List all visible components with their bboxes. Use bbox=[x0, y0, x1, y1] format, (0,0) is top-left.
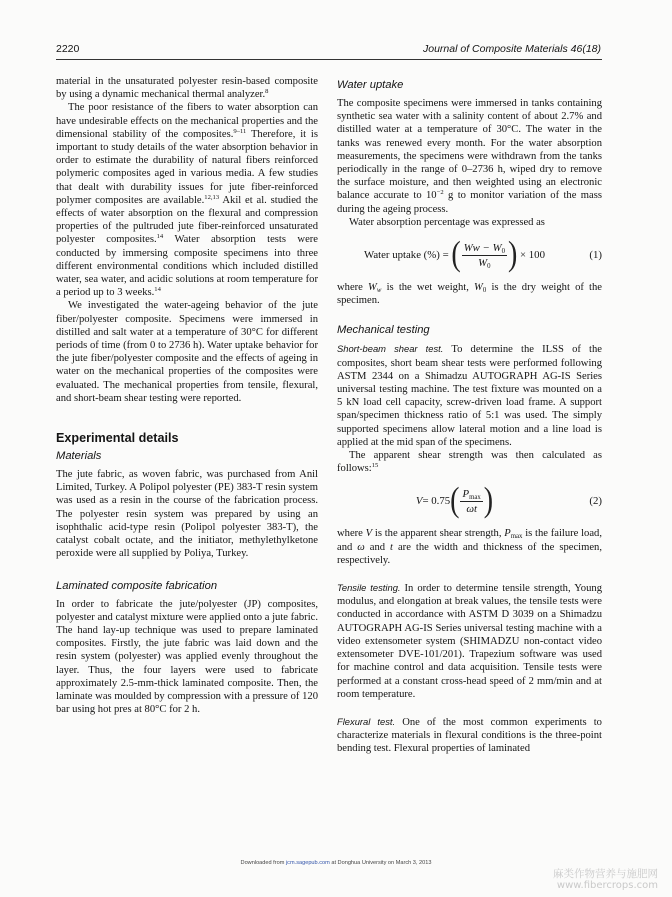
subsection-heading-laminated: Laminated composite fabrication bbox=[56, 579, 218, 592]
intro-paragraph-3: We investigated the water-ageing behavior of the jute fiber/polyester composite. Specimens were immersed in distilled and salt water at a temperature of 30°C for different periods of time (from 0 to 2736 h). Water uptake behavior for the jute fiber/polyester composite and the effects of ageing in water on the mechanical properties of the composites were evaluated. The mechanical properties from tensile, flexural, and short-beam shear testing were reported. bbox=[56, 300, 318, 404]
materials-paragraph: The jute fabric, as woven fabric, was purchased from Anil Limited, Turkey. A Polipol polyester (PE) 383-T resin system was used as a resin in the course of the fabrication process. The polyester resin system was prepared by using an isophthalic acid-type resin (Polipol polyester 383-T), the catalyst cobalt octate, and the initiator, methylethylketone peroxide were all supplied by Poliya, Turkey. bbox=[56, 469, 318, 560]
citation-ref[interactable]: 14 bbox=[156, 233, 164, 241]
equation-2-number: (2) bbox=[589, 495, 602, 508]
watermark-cn: 麻类作物营养与施肥网 bbox=[553, 868, 658, 880]
intro-paragraph-1: material in the unsaturated polyester resin-based composite by using a dynamic mechanical thermal analyzer.$^8$ bbox=[56, 76, 318, 101]
equation-1-fraction: $\frac{Ww - W_0}{W_0}$ bbox=[463, 241, 505, 270]
shear-strength-intro: The apparent shear strength was then calculated as follows:$^{15}$ bbox=[337, 450, 602, 475]
equation-2-where: where V is the apparent shear strength, $P_{max}$ is the failure load, and ω and t are the width and thickness of the specimen, respectively. bbox=[337, 528, 603, 566]
equation-2-fraction: $\frac{P_{max}}{\omega t}$ bbox=[462, 487, 481, 515]
running-header bbox=[56, 43, 601, 57]
equation-1: Water uptake (%) = ( $\frac{Ww - W_0}{W_0}$ ) × 100 (1) bbox=[364, 235, 602, 274]
tensile-paragraph: Tensile testing. In order to determine tensile strength, Young modulus, and elongation at break values, the tensile tests were conducted in accordance with ASTM D 3039 on a Shimadzu AUTOGRAPH AG-IS Series universal testing machine with a video extensometer system (SHIMADZU non-contact video extensometer DVE-101/201). Trapezium software was used for machine control and data acquisition. Tensile tests were performed at a constant cross-head speed of 2 mm/min and at room temperature. bbox=[337, 582, 602, 700]
left-column bbox=[56, 75, 318, 716]
journal-citation: Journal of Composite Materials 46(18) bbox=[423, 43, 601, 55]
footer-link[interactable]: jcm.sagepub.com bbox=[285, 860, 330, 866]
page-number: 2220 bbox=[56, 43, 80, 55]
equation-1-where: where $W_w$ is the wet weight, $W_0$ is the dry weight of the specimen. bbox=[337, 282, 603, 307]
intro-paragraph-2: The poor resistance of the fibers to water absorption can have undesirable effects on the mechanical properties and the dimensional stability of the composites.$^{9-11}$ Therefore, it is important to study details of the water absorption behavior in order to estimate the durability of natural fibers reinforced polymeric composites aged in various media. A few studies that dealt with durability issues for jute fiber-reinforced polymer composites are available.$^{12,13}$ Akil et al. studied the effects of water absorption on the flexural and compression properties of the pultruded jute fiber-reinforced unsaturated polyester composites.$^{14}$ Water absorption tests were conducted by immersing composite specimens into three different environmental conditions which included distilled water, sea water, and acidic solutions at room temperature for a period up to 3 weeks.$^{14}$ bbox=[56, 102, 318, 299]
water-uptake-paragraph: The composite specimens were immersed in tanks containing synthetic sea water with a salinity content of about 2.7% and distilled water at a temperature of 30°C. The water in the tanks was renewed every month. For the water absorption measurements, the specimens were withdrawn from the tanks periodically in the range of 0–2736 h, wiped dry to remove the surface moisture, and then weighted using an electronic balance accurate to $10^{-2}$ g to monitor variation of the mass during the ageing process. bbox=[337, 98, 602, 215]
watermark-url: www.fibercrops.com bbox=[556, 880, 658, 891]
subsection-heading-materials: Materials bbox=[56, 450, 102, 463]
flexural-paragraph: Flexural test. One of the most common experiments to characterize materials in flexural conditions is the three-point bending test. Flexural properties of laminated bbox=[337, 715, 602, 755]
subsection-heading-mechanical: Mechanical testing bbox=[337, 324, 430, 337]
citation-ref[interactable]: 9–11 bbox=[233, 127, 247, 135]
section-heading-experimental: Experimental details bbox=[56, 431, 179, 446]
laminated-paragraph: In order to fabricate the jute/polyester (JP) composites, polyester and catalyst mixture were applied onto a jute fabric. The hand lay-up technique was used to prepare laminated composites. Firstly, the jute fabric was laid down and the resin system (polyester) was applied evenly throughout the layer. Thus, the four layers were used to fabricate approximately 2.5-mm-thick laminated composite. Then, the laminate was moulded by compression with a pressure of 120 bar using hot pres at 80°C for 2 h. bbox=[56, 598, 318, 716]
citation-ref[interactable]: 14 bbox=[154, 286, 161, 294]
right-column bbox=[337, 78, 602, 756]
citation-ref[interactable]: 8 bbox=[265, 88, 269, 96]
citation-ref[interactable]: 12,13 bbox=[204, 193, 220, 201]
subsection-heading-water-uptake: Water uptake bbox=[337, 79, 404, 91]
short-beam-paragraph: Short-beam shear test. To determine the ILSS of the composites, short beam shear tests were performed following ASTM 2344 on a Shimadzu AUTOGRAPH AG-IS Series universal testing machine. The test fixture was mounted on a 5 kN load cell capacity, screw-driven load frame. A support span/specimen thickness ratio of 5:1 was used. The simply supported specimens allow lateral motion and a line load is applied at the mid span of the specimens. bbox=[337, 343, 602, 448]
citation-ref[interactable]: 15 bbox=[371, 462, 379, 470]
equation-1-number: (1) bbox=[589, 249, 602, 262]
download-footer: Downloaded from jcm.sagepub.com at Donghua University on March 3, 2013 bbox=[240, 860, 432, 866]
water-absorption-intro: Water absorption percentage was expressed as bbox=[349, 216, 545, 228]
equation-2: V = 0.75 ( $\frac{P_{max}}{\omega t}$ ) (2) bbox=[415, 481, 602, 521]
header-rule bbox=[56, 59, 602, 60]
